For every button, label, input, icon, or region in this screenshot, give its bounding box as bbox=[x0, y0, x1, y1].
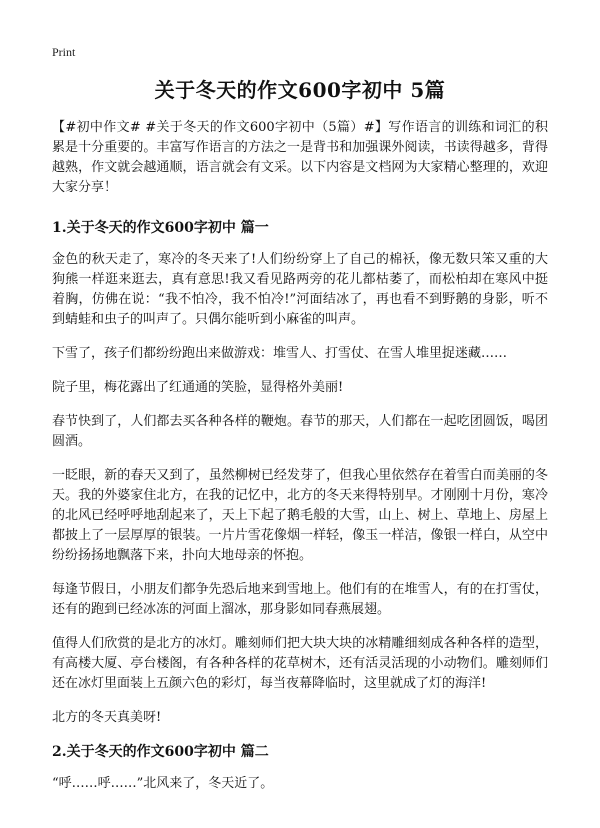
paragraph: 院子里，梅花露出了红通通的笑脸，显得格外美丽! bbox=[52, 380, 344, 395]
paragraph: 一眨眼，新的春天又到了，虽然柳树已经发芽了，但我心里依然存在着雪白而美丽的冬天。我的外婆家住北方，在我的记忆中，北方的冬天来得特别早。才刚刚十月份，寒冷的北风已经呼呼地刮起来了，天上下起了鹅毛般的大雪，山上、树上、草地上、房屋上都披上了一层厚厚的银装。一片片雪花像烟一样轻，像玉一样洁，像银一样白，从空中纷纷扬扬地飘落下来，扑向大地母亲的怀抱。 bbox=[52, 468, 548, 563]
section-heading: 2.关于冬天的作文600字初中 篇二 bbox=[52, 744, 269, 760]
section-2 bbox=[52, 742, 548, 794]
paragraph: 每逢节假日，小朋友们都争先恐后地来到雪地上。他们有的在堆雪人，有的在打雪仗，还有的跑到已经冰冻的河面上溜冰，那身影如同春燕展翅。 bbox=[52, 582, 548, 617]
paragraph: 金色的秋天走了，寒冷的冬天来了!人们纷纷穿上了自己的棉袄，像无数只笨又重的大狗熊一样逛来逛去，真有意思!我又看见路两旁的花儿都枯萎了，而松柏却在寒风中挺着胸，仿佛在说：“我不怕冷，我不怕冷!”河面结冰了，再也看不到野鹅的身影，听不到蜻蛙和虫子的叫声了。只偶尔能听到小麻雀的叫声。 bbox=[52, 252, 548, 327]
paragraph: 春节快到了，人们都去买各种各样的鞭炮。春节的那天，人们都在一起吃团圆饭，喝团圆酒。 bbox=[52, 414, 548, 449]
document-title: 关于冬天的作文600字初中 5篇 bbox=[154, 78, 446, 102]
intro-paragraph: 【#初中作文# #关于冬天的作文600字初中（5篇）#】写作语言的训练和词汇的积累是十分重要的。丰富写作语言的方法之一是背书和加强课外阅读，书读得越多，背得越熟，作文就会越通顺，语言就会有文采。以下内容是文档网为大家精心整理的，欢迎大家分享！ bbox=[52, 120, 548, 195]
paragraph: “呼……呼……”北风来了，冬天近了。 bbox=[52, 776, 274, 791]
print-label: Print bbox=[52, 45, 76, 59]
paragraph: 北方的冬天真美呀! bbox=[52, 710, 162, 725]
section-heading: 1.关于冬天的作文600字初中 篇一 bbox=[52, 220, 269, 236]
paragraph: 值得人们欣赏的是北方的冰灯。雕刻师们把大块大块的冰精雕细刻成各种各样的造型，有高楼大厦、亭台楼阁，有各种各样的花草树木，还有活灵活现的小动物们。雕刻师们还在冰灯里面装上五颜六色的彩灯，每当夜幕降临时，这里就成了灯的海洋! bbox=[52, 636, 548, 691]
paragraph: 下雪了，孩子们都纷纷跑出来做游戏：堆雪人、打雪仗、在雪人堆里捉迷藏…… bbox=[52, 346, 508, 361]
section-1 bbox=[52, 218, 548, 728]
